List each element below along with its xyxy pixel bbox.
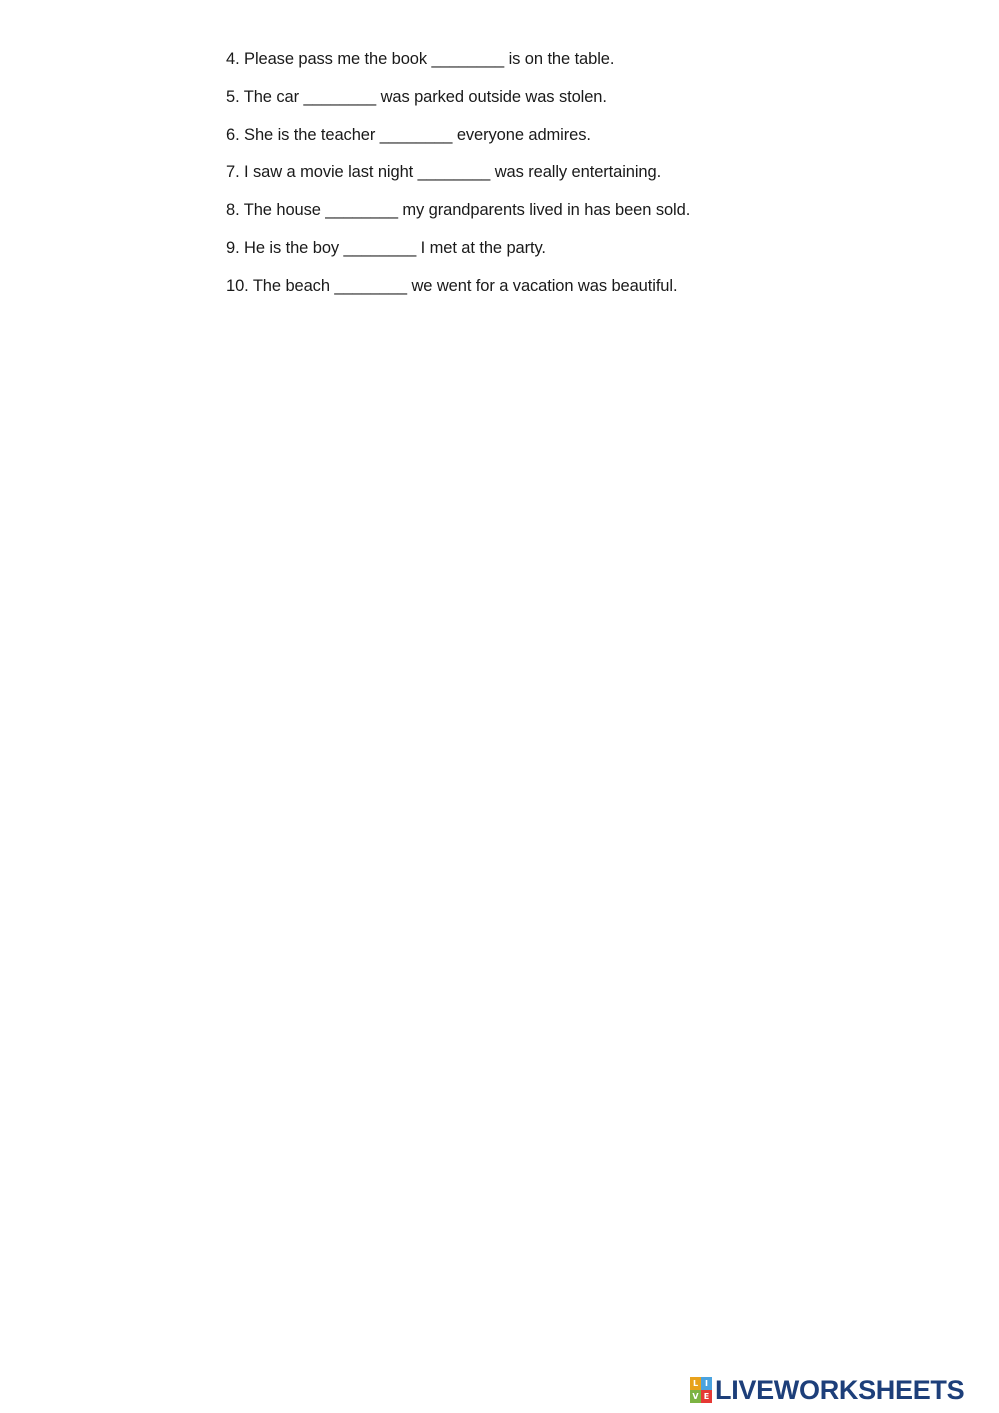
- liveworksheets-logo-icon: [690, 1377, 712, 1403]
- question-8: 8. The house ________ my grandparents lived in has been sold.: [226, 201, 691, 220]
- question-10: 10. The beach ________ we went for a vacation was beautiful.: [226, 276, 678, 295]
- logo-mark-e: E: [701, 1390, 712, 1403]
- worksheet-questions: [226, 47, 926, 312]
- question-5: 5. The car ________ was parked outside was stolen.: [226, 87, 607, 106]
- question-9: 9. He is the boy ________ I met at the party.: [226, 238, 546, 257]
- question-4: 4. Please pass me the book ________ is on the table.: [226, 50, 615, 68]
- question-7: 7. I saw a movie last night ________ was really entertaining.: [226, 163, 662, 182]
- liveworksheets-logo: [690, 1372, 964, 1408]
- logo-mark-i: I: [701, 1377, 712, 1390]
- logo-mark-v: V: [690, 1390, 701, 1403]
- logo-text: LIVEWORKSHEETS: [715, 1375, 965, 1405]
- question-6: 6. She is the teacher ________ everyone admires.: [226, 125, 591, 144]
- logo-mark-l: L: [690, 1377, 701, 1390]
